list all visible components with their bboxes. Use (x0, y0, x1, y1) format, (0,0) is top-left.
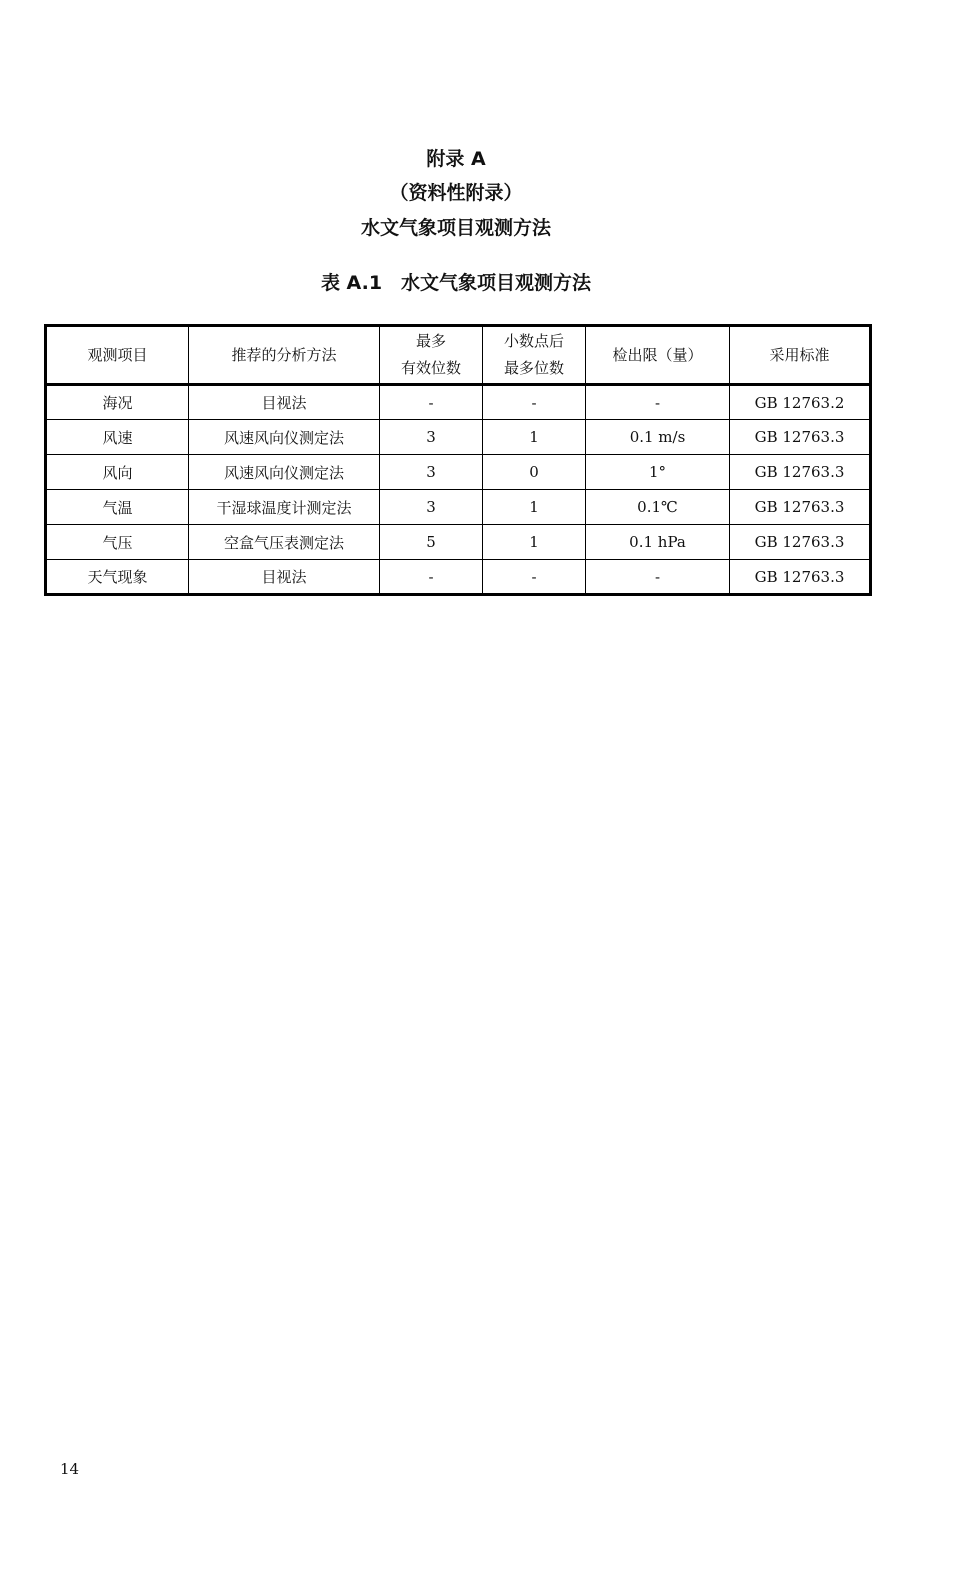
cell-standard: GB 12763.3 (730, 420, 871, 455)
cell-sig-digits: - (380, 560, 483, 595)
cell-decimals: 1 (483, 420, 586, 455)
cell-standard: GB 12763.3 (730, 560, 871, 595)
observation-methods-table (44, 324, 872, 596)
cell-sig-digits: 3 (380, 455, 483, 490)
header-item: 观测项目 (46, 326, 189, 385)
cell-method: 目视法 (189, 385, 380, 420)
cell-method: 干湿球温度计测定法 (189, 490, 380, 525)
header-decimals-line1: 小数点后 (503, 332, 564, 350)
cell-detection-limit: 0.1 m/s (586, 420, 730, 455)
cell-decimals: 0 (483, 455, 586, 490)
cell-sig-digits: 3 (380, 490, 483, 525)
cell-method: 空盒气压表测定法 (189, 525, 380, 560)
cell-sig-digits: 5 (380, 525, 483, 560)
table-row (46, 525, 871, 560)
cell-decimals: 1 (483, 490, 586, 525)
cell-item: 海况 (46, 385, 189, 420)
cell-standard: GB 12763.2 (730, 385, 871, 420)
cell-decimals: - (483, 560, 586, 595)
cell-decimals: - (483, 385, 586, 420)
cell-standard: GB 12763.3 (730, 525, 871, 560)
cell-item: 天气现象 (46, 560, 189, 595)
cell-standard: GB 12763.3 (730, 455, 871, 490)
cell-detection-limit: 0.1 hPa (586, 525, 730, 560)
appendix-title: 附录 A (426, 148, 486, 170)
appendix-subject: 水文气象项目观测方法 (360, 217, 551, 239)
cell-item: 气压 (46, 525, 189, 560)
header-sig-digits-line2: 有效位数 (400, 359, 461, 377)
cell-detection-limit: - (586, 560, 730, 595)
table-row (46, 560, 871, 595)
header-standard: 采用标准 (730, 326, 871, 385)
header-decimals (483, 326, 586, 385)
cell-method: 风速风向仪测定法 (189, 455, 380, 490)
table-caption: 表 A.1 水文气象项目观测方法 (320, 272, 592, 294)
header-sig-digits (380, 326, 483, 385)
cell-detection-limit: - (586, 385, 730, 420)
appendix-type: （资料性附录） (389, 182, 523, 204)
cell-method: 风速风向仪测定法 (189, 420, 380, 455)
cell-sig-digits: 3 (380, 420, 483, 455)
header-decimals-line2: 最多位数 (503, 359, 564, 377)
cell-standard: GB 12763.3 (730, 490, 871, 525)
page-number: 14 (60, 1460, 80, 1478)
cell-decimals: 1 (483, 525, 586, 560)
table-row (46, 420, 871, 455)
cell-detection-limit: 0.1℃ (586, 490, 730, 525)
table-row (46, 490, 871, 525)
table-row (46, 385, 871, 420)
header-method: 推荐的分析方法 (189, 326, 380, 385)
table-row (46, 455, 871, 490)
cell-item: 风向 (46, 455, 189, 490)
cell-method: 目视法 (189, 560, 380, 595)
cell-sig-digits: - (380, 385, 483, 420)
header-detection-limit: 检出限（量） (586, 326, 730, 385)
header-sig-digits-line1: 最多 (415, 332, 446, 350)
cell-detection-limit: 1° (586, 455, 730, 490)
cell-item: 气温 (46, 490, 189, 525)
table-header-row (46, 326, 871, 385)
cell-item: 风速 (46, 420, 189, 455)
